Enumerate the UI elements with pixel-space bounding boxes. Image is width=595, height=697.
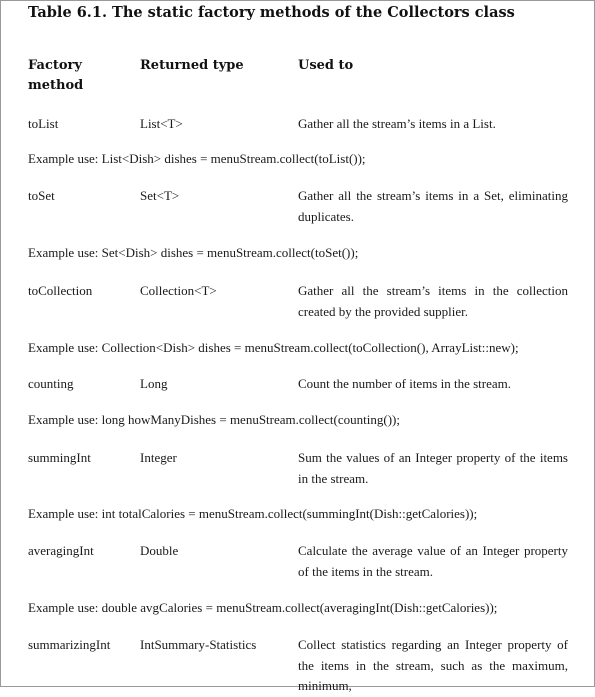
row-method: toList [28, 116, 59, 131]
row-method: summarizingInt [28, 637, 111, 652]
row-example: Example use: int totalCalories = menuStream.collect(summingInt(Dish::getCalories)); [28, 506, 478, 521]
header-returned-type: Returned type [140, 58, 244, 73]
row-method: toCollection [28, 283, 93, 298]
row-example: Example use: List<Dish> dishes = menuStream.collect(toList()); [28, 151, 366, 166]
row-description: Gather all the stream’s items in a List. [298, 116, 496, 131]
row-description: Gather all the stream’s items in the collection created by the provided supplier. [298, 283, 568, 319]
row-returned-type: Collection<T> [140, 283, 217, 298]
row-returned-type: IntSummary-Statistics [140, 637, 257, 652]
header-factory-method: Factory method [28, 58, 84, 93]
row-description: Calculate the average value of an Integer property of the items in the stream. [298, 543, 568, 579]
row-returned-type: Double [140, 543, 179, 558]
row-description: Gather all the stream’s items in a Set, eliminating duplicates. [298, 188, 568, 224]
row-example: Example use: long howManyDishes = menuStream.collect(counting()); [28, 412, 400, 427]
row-method: averagingInt [28, 543, 94, 558]
row-returned-type: Integer [140, 450, 177, 465]
table-title: Table 6.1. The static factory methods of the Collectors class [28, 4, 515, 21]
row-returned-type: Set<T> [140, 188, 180, 203]
row-description: Collect statistics regarding an Integer property of the items in the stream, such as the maximum, minimum, [298, 637, 568, 693]
row-example: Example use: double avgCalories = menuStream.collect(averagingInt(Dish::getCalories)); [28, 600, 498, 615]
row-returned-type: List<T> [140, 116, 183, 131]
row-method: toSet [28, 188, 55, 203]
row-example: Example use: Collection<Dish> dishes = menuStream.collect(toCollection(), ArrayList::new); [28, 340, 519, 355]
row-method: counting [28, 376, 74, 391]
row-returned-type: Long [140, 376, 168, 391]
row-example: Example use: Set<Dish> dishes = menuStream.collect(toSet()); [28, 245, 359, 260]
row-description: Count the number of items in the stream. [298, 376, 512, 391]
row-description: Sum the values of an Integer property of the items in the stream. [298, 450, 568, 486]
row-method: summingInt [28, 450, 91, 465]
header-used-to: Used to [298, 58, 354, 73]
